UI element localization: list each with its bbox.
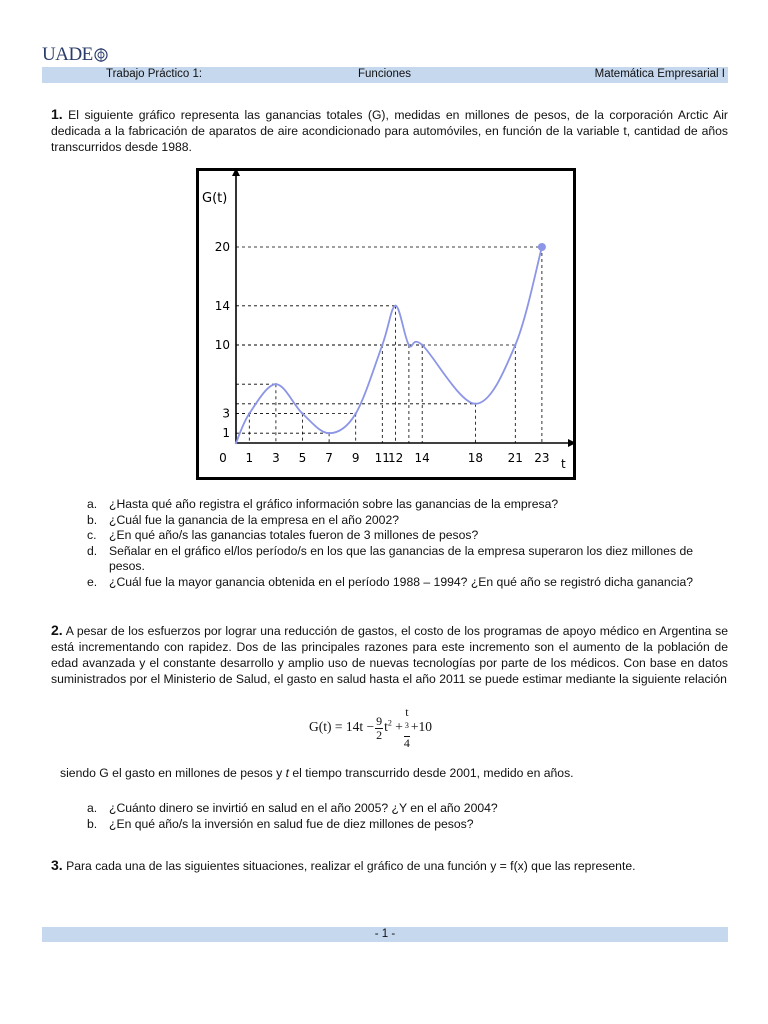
- logo-text: UADE: [42, 44, 93, 65]
- data-point: [328, 432, 330, 434]
- page-number: - 1 -: [374, 928, 396, 940]
- exercise-1-text: El siguiente gráfico representa las ganancias totales (G), medidas en millones de pesos, de la corporación Arctic Air dedicada a la fabricación de aparatos de aire acondicionado para automóviles, en función de la variable t, cantidad de años transcurridos desde 1988.: [51, 108, 728, 154]
- data-point: [394, 305, 396, 307]
- data-point: [538, 243, 546, 251]
- data-point: [235, 442, 237, 444]
- header-course: Matemática Empresarial I: [594, 68, 725, 80]
- y-axis-label: G(t): [202, 191, 228, 206]
- data-point: [275, 383, 277, 385]
- uade-logo: [42, 44, 108, 66]
- x-tick-label: 14: [414, 451, 430, 465]
- question-item: d. Señalar en el gráfico el/los período/s en los que las ganancias de la empresa superaron los diez millones de pesos.: [87, 543, 693, 573]
- exercise-3-text: Para cada una de las siguientes situaciones, realizar el gráfico de una función y = f(x) que las represente.: [66, 859, 636, 873]
- x-tick-label: 18: [467, 451, 484, 465]
- y-tick-label: 1: [222, 426, 230, 441]
- question-item: a. ¿Cuánto dinero se invirtió en salud en el año 2005? ¿Y en el año 2004?: [87, 801, 498, 815]
- data-point: [514, 344, 516, 346]
- profit-chart: [196, 168, 576, 480]
- exercise-2-questions: [87, 801, 717, 832]
- exercise-number: 3.: [51, 857, 63, 873]
- cost-formula: G(t) = 14t − $\frac{9}{2}$ $t^2$ + t $^3$ 4 +10: [309, 705, 432, 750]
- data-point: [474, 403, 476, 405]
- exercise-3: [51, 857, 728, 874]
- x-tick-label: 7: [325, 451, 333, 465]
- question-item: b. ¿En qué año/s la inversión en salud fue de diez millones de pesos?: [87, 816, 474, 831]
- x-tick-label: 5: [298, 451, 307, 465]
- crest-icon: [94, 47, 108, 63]
- y-tick-label: 3: [222, 406, 230, 421]
- x-tick-label: 9: [351, 451, 360, 465]
- data-point: [248, 412, 250, 414]
- question-item: b. ¿Cuál fue la ganancia de la empresa en el año 2002?: [87, 512, 399, 527]
- y-tick-label: 10: [214, 338, 230, 352]
- data-point: [301, 412, 303, 414]
- header-topic: Funciones: [358, 68, 412, 80]
- x-tick-label: 12: [387, 451, 404, 465]
- header-practice: Trabajo Práctico 1:: [106, 68, 203, 80]
- y-tick-label: 20: [214, 240, 230, 254]
- exercise-number: 2.: [51, 622, 63, 638]
- exercise-number: 1.: [51, 106, 63, 122]
- x-tick-label: 0: [219, 451, 227, 465]
- x-axis-label: t: [561, 457, 566, 471]
- exercise-2-note: siendo G el gasto en millones de pesos y t el tiempo transcurrido desde 2001, medido en años.: [60, 766, 574, 780]
- header-bar: [42, 67, 728, 83]
- data-point: [381, 344, 383, 346]
- exercise-1-questions: [87, 497, 717, 590]
- question-item: e. ¿Cuál fue la mayor ganancia obtenida en el período 1988 – 1994? ¿En qué año se registró dicha ganancia?: [87, 574, 694, 589]
- question-item: c. ¿En qué año/s las ganancias totales fueron de 3 millones de pesos?: [87, 528, 479, 542]
- x-tick-label: 21: [507, 451, 523, 465]
- data-point: [408, 344, 410, 346]
- y-tick-label: 14: [214, 298, 230, 313]
- chart-frame: [198, 170, 575, 479]
- footer-bar: [42, 927, 728, 942]
- x-tick-label: 11: [374, 451, 390, 465]
- exercise-1: [51, 106, 728, 155]
- question-item: a. ¿Hasta qué año registra el gráfico información sobre las ganancias de la empresa?: [87, 497, 559, 511]
- exercise-2-text: A pesar de los esfuerzos por lograr una reducción de gastos, el costo de los programas de apoyo médico en Argentina se está incrementando con rapidez. Dos de las principales razones para este incremento son el aumento de la población de edad avanzada y el constante desarrollo y amplio uso de nuevas tecnologías por parte de los médicos. Con base en datos suministrados por el Ministerio de Salud, el gasto en salud hasta el año 2011 se puede estimar mediante la siguiente relación: [51, 624, 729, 686]
- x-tick-label: 1: [245, 451, 254, 465]
- x-tick-label: 3: [272, 451, 280, 465]
- exercise-2: [51, 622, 728, 687]
- data-point: [355, 412, 357, 414]
- x-tick-label: 23: [534, 451, 550, 465]
- data-point: [421, 344, 423, 346]
